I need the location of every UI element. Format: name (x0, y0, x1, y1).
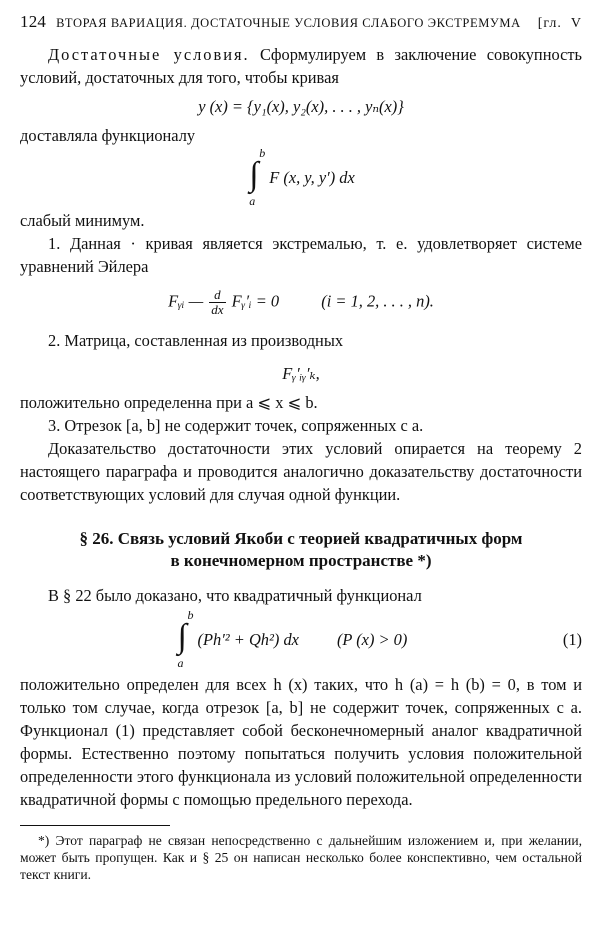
euler-rhs: Fᵧ′ᵢ = 0 (231, 291, 280, 311)
page-number: 124 (20, 12, 47, 31)
euler-range: (i = 1, 2, . . . , n). (321, 291, 434, 311)
formula-matrix: Fᵧ′ᵢᵧ′ₖ, (282, 364, 320, 383)
running-title: ВТОРАЯ ВАРИАЦИЯ. ДОСТАТОЧНЫЕ УСЛОВИЯ СЛАБОГО ЭКСТРЕМУМА (56, 16, 521, 30)
proof-paragraph: Доказательство достаточности этих условий опирается на теорему 2 настоящего параграфа и проводится аналогично доказательству достаточности соответствующих условий для случая одной функции. (20, 439, 582, 504)
integral-upper: b (259, 146, 266, 160)
intro-paragraph (20, 43, 582, 89)
integral-lower: a (177, 656, 184, 670)
section-intro: В § 22 было доказано, что квадратичный функционал (48, 586, 422, 605)
integral-lower: a (249, 194, 256, 208)
chapter-label: [гл. V (537, 16, 582, 31)
euler-lhs: Fᵧᵢ — (168, 291, 204, 311)
quad-integrand: (Ph′² + Qh²) dx (197, 629, 299, 649)
text-weak-min: слабый минимум. (20, 211, 145, 230)
intro-text: Сформулируем в заключение совокупность условий, достаточных для того, чтобы кривая (20, 45, 582, 87)
euler-num: d (209, 288, 225, 303)
condition-3: 3. Отрезок [a, b] не содержит точек, сопряженных с a. (48, 416, 424, 435)
text-positive: положительно определенна при a ⩽ x ⩽ b. (20, 393, 318, 412)
book-page (20, 10, 582, 883)
formula-functional (20, 146, 582, 208)
integral-sign: ∫ b a (249, 146, 266, 208)
euler-fraction (209, 288, 225, 317)
condition-1: 1. Данная · кривая является экстремалью, т. е. удовлетворяет системе уравнений Эйлера (20, 234, 582, 276)
main-paragraph: положительно определен для всех h (x) таких, что h (a) = h (b) = 0, в том и только том случае, когда отрезок [a, b] не содержит точек, сопряженных с a. Функционал (1) представляет собой бесконечномерный аналог квадратичной формы. Естественно поэтому попытаться получить условия положительной определенности этого функционала из условий положительной определенности квадратичной формы с помощью предельного перехода. (20, 675, 582, 809)
euler-den: dx (211, 302, 224, 317)
section-line-1: § 26. Связь условий Якоби с теорией квадратичных форм (79, 529, 523, 548)
integral-upper: b (187, 608, 194, 622)
integral-sign: ∫ b a (177, 608, 194, 670)
formula-euler (20, 288, 582, 317)
text-deliver: доставляла функционалу (20, 126, 196, 145)
intro-lead: Достаточные условия. (48, 45, 250, 64)
formula-curve: y (x) = {y₁(x), y₂(x), . . . , yₙ(x)} (198, 97, 404, 116)
condition-2: 2. Матрица, составленная из производных (48, 331, 344, 350)
integrand: F (x, y, y′) dx (269, 167, 355, 187)
footnote: *) Этот параграф не связан непосредственно с дальнейшим изложением и, при желании, может быть пропущен. Как и § 25 он написан несколько более конспективно, чем остальной текст книги. (20, 833, 582, 882)
footnote-rule (20, 825, 170, 826)
equation-number: (1) (562, 629, 582, 649)
formula-quadratic (20, 608, 582, 670)
running-header (20, 10, 582, 35)
section-heading (20, 528, 582, 572)
quad-condition: (P (x) > 0) (336, 629, 408, 649)
section-line-2: в конечномерном пространстве *) (170, 551, 432, 570)
